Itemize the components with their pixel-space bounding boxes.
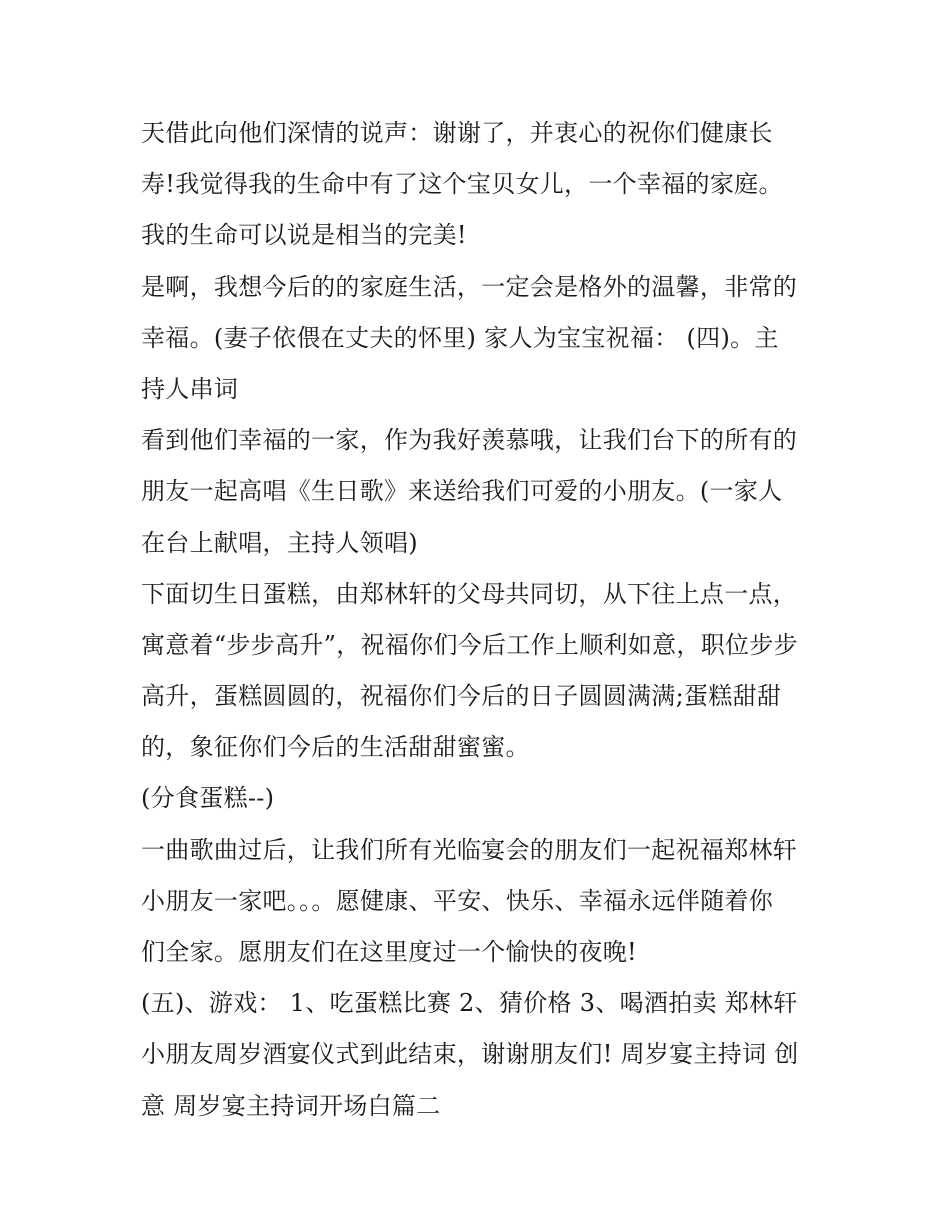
- text-line: 们全家。愿朋友们在这里度过一个愉快的夜晚!: [141, 938, 637, 966]
- text-line: 小朋友一家吧。。。愿健康、平安、快乐、幸福永远伴随着你: [141, 886, 774, 915]
- text-line: 寓意着“步步高升”，祝福你们今后工作上顺利如意，职位步步: [141, 630, 798, 659]
- text-line: 一曲歌曲过后，让我们所有光临宴会的朋友们一起祝福郑林轩: [141, 835, 798, 864]
- text-line: 寿!我觉得我的生命中有了这个宝贝女儿，一个幸福的家庭。: [141, 170, 783, 199]
- text-line: 下面切生日蛋糕，由郑林轩的父母共同切，从下往上点一点，: [141, 579, 798, 608]
- text-line: 我的生命可以说是相当的完美!: [141, 221, 467, 250]
- text-line: 小朋友周岁酒宴仪式到此结束，谢谢朋友们! 周岁宴主持词 创: [141, 1040, 799, 1069]
- text-line: 在台上献唱，主持人领唱): [141, 528, 418, 557]
- text-line: 持人串词: [141, 374, 239, 403]
- text-line: 朋友一起高唱《生日歌》来送给我们可爱的小朋友。(一家人: [141, 477, 783, 506]
- text-line: (五)、游戏： 1、吃蛋糕比赛 2、猜价格 3、喝酒拍卖 郑林轩: [141, 989, 798, 1018]
- text-line: 高升，蛋糕圆圆的，祝福你们今后的日子圆圆满满;蛋糕甜甜: [141, 682, 782, 711]
- text-line: (分食蛋糕--): [141, 784, 275, 813]
- text-line: 的，象征你们今后的生活甜甜蜜蜜。: [141, 733, 530, 762]
- text-line: 看到他们幸福的一家，作为我好羡慕哦，让我们台下的所有的: [141, 426, 798, 455]
- document-body: [141, 108, 821, 1132]
- text-line: 天借此向他们深情的说声：谢谢了，并衷心的祝你们健康长: [141, 119, 773, 147]
- text-line: 意 周岁宴主持词开场白篇二: [141, 1091, 441, 1120]
- text-line: 幸福。(妻子依偎在丈夫的怀里) 家人为宝宝祝福： (四)。主: [141, 323, 779, 352]
- text-line: 是啊，我想今后的的家庭生活，一定会是格外的温馨，非常的: [141, 272, 798, 301]
